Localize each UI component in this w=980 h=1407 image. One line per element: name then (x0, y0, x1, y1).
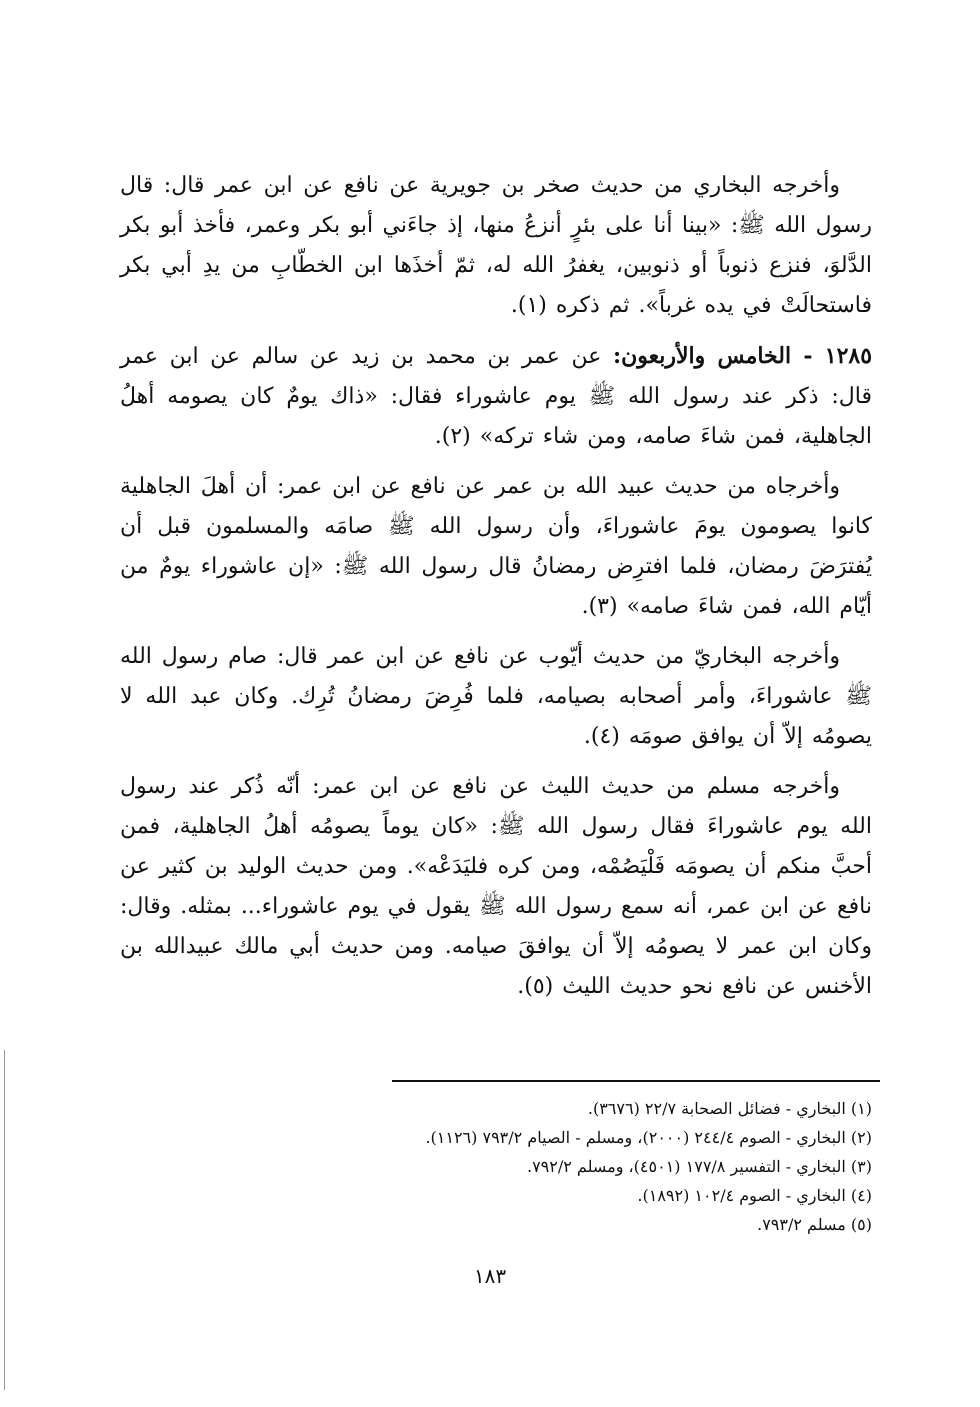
footnote-5: (٥) مسلم ٧٩٣/٢. (757, 1215, 872, 1234)
paragraph-bukhari-sakhr: وأخرجه البخاري من حديث صخر بن جويرية عن نافع عن ابن عمر قال: قال رسول الله ﷺ: «بينا أنا على بئرٍ أنزعُ منها، إذ جاءَني أبو بكر وعمر، فأخذ أبو بكر الدَّلوَ، فنزع ذنوباً أو ذنوبين، يغفرُ الله له، ثمّ أخذَها ابن الخطّابِ من يدِ أبي بكر فاستحالَتْ في يده غرباً». ثم ذكره (١). (120, 173, 872, 318)
page-number: ١٨٣ (473, 1264, 507, 1288)
footnote-1: (١) البخاري - فضائل الصحابة ٢٢/٧ (٣٦٧٦). (587, 1099, 872, 1118)
narration-1285 (120, 336, 872, 457)
paragraph-ayyub: وأخرجه البخاريّ من حديث أيّوب عن نافع عن ابن عمر قال: صام رسول الله ﷺ عاشوراءَ، وأمر أصحابه بصيامه، فلما فُرِضَ رمضانُ تُرِك. وكان عبد الله لا يصومُه إلاّ أن يوافق صومَه (٤). (120, 644, 872, 749)
footnote-3: (٣) البخاري - التفسير ١٧٧/٨ (٤٥٠١)، ومسلم ٧٩٢/٢. (526, 1157, 872, 1176)
paragraph-ubaydullah: وأخرجاه من حديث عبيد الله بن عمر عن نافع عن ابن عمر: أن أهلَ الجاهلية كانوا يصومون يومَ عاشوراءَ، وأن رسول الله ﷺ صامَه والمسلمون قبل أن يُفترَضَ رمضان، فلما افترِض رمضانُ قال رسول الله ﷺ: «إن عاشوراء يومٌ من أيّام الله، فمن شاءَ صامه» (٣). (120, 474, 872, 619)
narration-title: ١٢٨٥ - الخامس والأربعون: (612, 343, 873, 369)
footnote-divider (392, 1080, 880, 1082)
footnote-4: (٤) البخاري - الصوم ١٠٢/٤ (١٨٩٢). (637, 1186, 872, 1205)
scan-edge-line (4, 1050, 5, 1390)
paragraph-muslim-layth: وأخرجه مسلم من حديث الليث عن نافع عن ابن عمر: أنّه ذُكر عند رسول الله يوم عاشوراءَ فقال رسول الله ﷺ: «كان يوماً يصومُه أهلُ الجاهلية، فمن أحبَّ منكم أن يصومَه فَلْيَصُمْه، ومن كره فليَدَعْه». ومن حديث الوليد بن كثير عن نافع عن ابن عمر، أنه سمع رسول الله ﷺ يقول في يوم عاشوراء... بمثله. وقال: وكان ابن عمر لا يصومُه إلاّ أن يوافقَ صيامه. ومن حديث أبي مالك عبيدالله بن الأخنس عن نافع نحو حديث الليث (٥). (120, 774, 872, 999)
footnote-2: (٢) البخاري - الصوم ٢٤٤/٤ (٢٠٠٠)، ومسلم - الصيام ٧٩٣/٢ (١١٢٦). (425, 1128, 872, 1147)
narration-text: عن عمر بن محمد بن زيد عن سالم عن ابن عمر قال: ذكر عند رسول الله ﷺ يوم عاشوراء فقال: «ذاك يومٌ كان يصومه أهلُ الجاهلية، فمن شاءَ صامه، ومن شاء تركه» (٢). (120, 344, 872, 449)
main-text (120, 166, 872, 1017)
footnotes (132, 1094, 872, 1239)
